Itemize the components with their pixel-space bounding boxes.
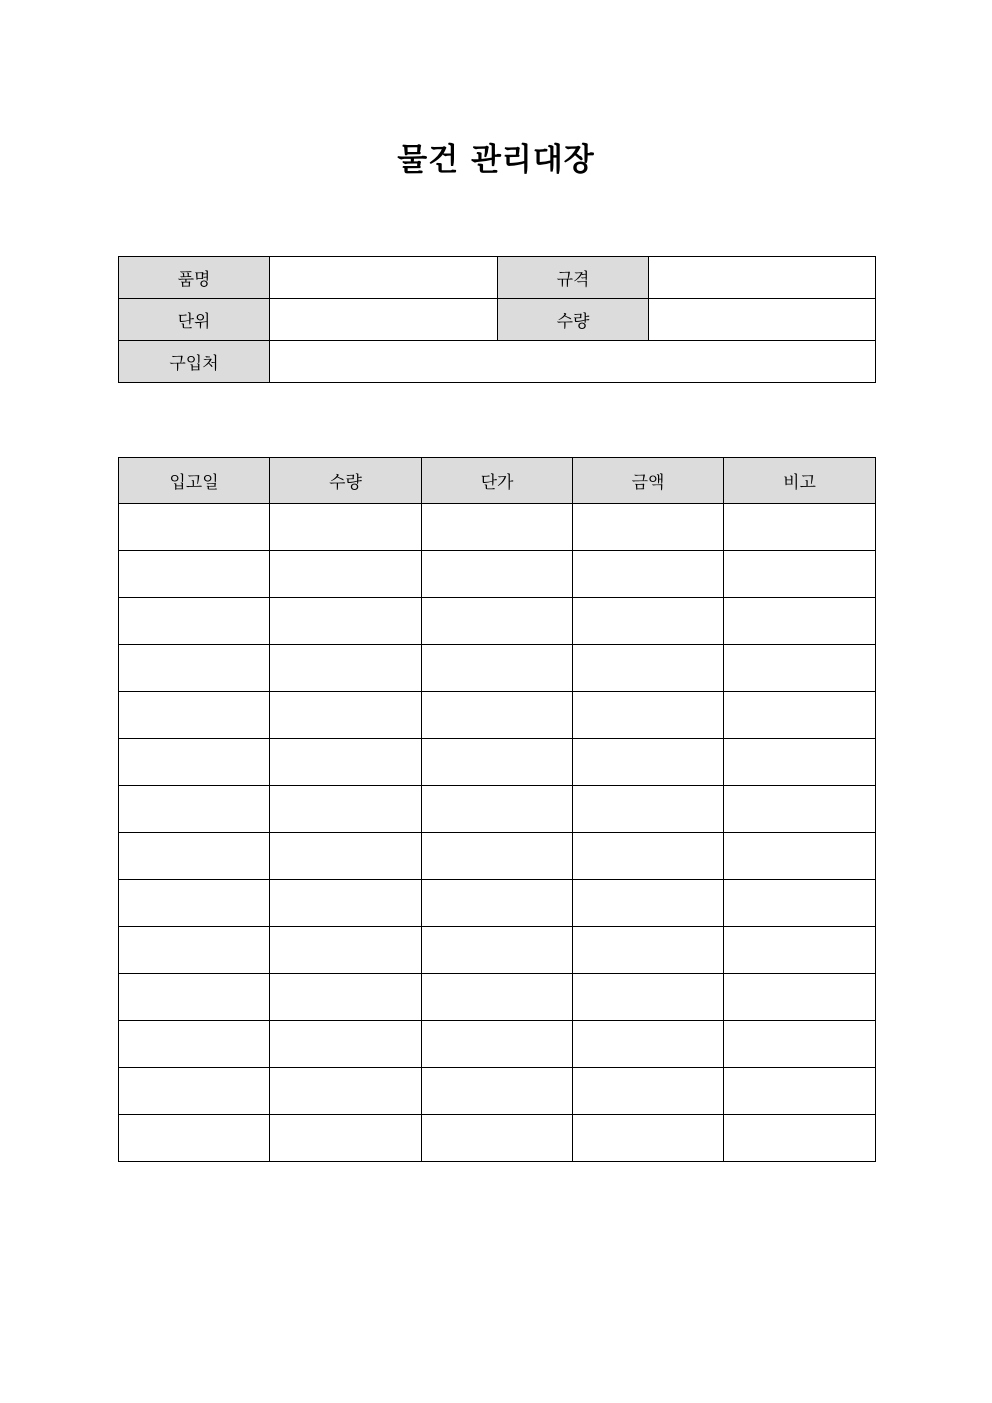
quantity-cell[interactable] <box>270 1115 422 1162</box>
spec-field[interactable] <box>649 257 876 299</box>
table-row <box>119 551 876 598</box>
unit-price-cell[interactable] <box>422 551 573 598</box>
table-row <box>119 974 876 1021</box>
amount-cell[interactable] <box>573 927 724 974</box>
received-date-cell[interactable] <box>119 1021 270 1068</box>
received-date-cell[interactable] <box>119 927 270 974</box>
table-row <box>119 833 876 880</box>
table-row <box>119 786 876 833</box>
received-date-cell[interactable] <box>119 833 270 880</box>
unit-price-cell[interactable] <box>422 739 573 786</box>
quantity-cell[interactable] <box>270 551 422 598</box>
quantity-field[interactable] <box>649 299 876 341</box>
item-info-table <box>118 256 876 383</box>
table-row <box>119 1068 876 1115</box>
received-date-cell[interactable] <box>119 504 270 551</box>
unit-label: 단위 <box>119 299 270 341</box>
quantity-cell[interactable] <box>270 833 422 880</box>
unit-price-cell[interactable] <box>422 598 573 645</box>
item-name-label: 품명 <box>119 257 270 299</box>
quantity-cell[interactable] <box>270 1068 422 1115</box>
vendor-field[interactable] <box>270 341 876 383</box>
received-date-cell[interactable] <box>119 692 270 739</box>
ledger-body <box>119 504 876 1162</box>
quantity-cell[interactable] <box>270 739 422 786</box>
received-date-cell[interactable] <box>119 786 270 833</box>
received-date-cell[interactable] <box>119 598 270 645</box>
remarks-cell[interactable] <box>724 504 876 551</box>
received-date-cell[interactable] <box>119 739 270 786</box>
remarks-cell[interactable] <box>724 974 876 1021</box>
unit-field[interactable] <box>270 299 498 341</box>
remarks-cell[interactable] <box>724 692 876 739</box>
amount-cell[interactable] <box>573 598 724 645</box>
amount-cell[interactable] <box>573 1068 724 1115</box>
table-row <box>119 739 876 786</box>
info-row <box>119 299 876 341</box>
unit-price-cell[interactable] <box>422 974 573 1021</box>
unit-price-cell[interactable] <box>422 927 573 974</box>
amount-cell[interactable] <box>573 692 724 739</box>
column-header-received-date: 입고일 <box>119 458 270 504</box>
quantity-cell[interactable] <box>270 504 422 551</box>
ledger-table <box>118 457 876 1162</box>
table-row <box>119 504 876 551</box>
remarks-cell[interactable] <box>724 927 876 974</box>
column-header-quantity: 수량 <box>270 458 422 504</box>
amount-cell[interactable] <box>573 739 724 786</box>
remarks-cell[interactable] <box>724 786 876 833</box>
quantity-cell[interactable] <box>270 927 422 974</box>
remarks-cell[interactable] <box>724 1068 876 1115</box>
received-date-cell[interactable] <box>119 551 270 598</box>
column-header-amount: 금액 <box>573 458 724 504</box>
spec-label: 규격 <box>498 257 649 299</box>
received-date-cell[interactable] <box>119 645 270 692</box>
table-row <box>119 692 876 739</box>
table-row <box>119 927 876 974</box>
received-date-cell[interactable] <box>119 880 270 927</box>
remarks-cell[interactable] <box>724 1021 876 1068</box>
unit-price-cell[interactable] <box>422 504 573 551</box>
received-date-cell[interactable] <box>119 974 270 1021</box>
amount-cell[interactable] <box>573 1115 724 1162</box>
remarks-cell[interactable] <box>724 1115 876 1162</box>
info-row <box>119 257 876 299</box>
page-title: 물건 관리대장 <box>397 142 595 178</box>
amount-cell[interactable] <box>573 1021 724 1068</box>
info-row <box>119 341 876 383</box>
table-row <box>119 1115 876 1162</box>
vendor-label: 구입처 <box>119 341 270 383</box>
amount-cell[interactable] <box>573 880 724 927</box>
quantity-cell[interactable] <box>270 692 422 739</box>
quantity-cell[interactable] <box>270 598 422 645</box>
amount-cell[interactable] <box>573 786 724 833</box>
amount-cell[interactable] <box>573 504 724 551</box>
remarks-cell[interactable] <box>724 833 876 880</box>
remarks-cell[interactable] <box>724 739 876 786</box>
table-row <box>119 598 876 645</box>
remarks-cell[interactable] <box>724 645 876 692</box>
item-name-field[interactable] <box>270 257 498 299</box>
unit-price-cell[interactable] <box>422 786 573 833</box>
column-header-remarks: 비고 <box>724 458 876 504</box>
remarks-cell[interactable] <box>724 880 876 927</box>
quantity-label: 수량 <box>498 299 649 341</box>
column-header-unit-price: 단가 <box>422 458 573 504</box>
table-row <box>119 1021 876 1068</box>
unit-price-cell[interactable] <box>422 1068 573 1115</box>
table-row <box>119 880 876 927</box>
unit-price-cell[interactable] <box>422 692 573 739</box>
quantity-cell[interactable] <box>270 645 422 692</box>
quantity-cell[interactable] <box>270 1021 422 1068</box>
amount-cell[interactable] <box>573 645 724 692</box>
unit-price-cell[interactable] <box>422 1115 573 1162</box>
amount-cell[interactable] <box>573 833 724 880</box>
amount-cell[interactable] <box>573 974 724 1021</box>
amount-cell[interactable] <box>573 551 724 598</box>
remarks-cell[interactable] <box>724 598 876 645</box>
received-date-cell[interactable] <box>119 1068 270 1115</box>
unit-price-cell[interactable] <box>422 833 573 880</box>
unit-price-cell[interactable] <box>422 880 573 927</box>
unit-price-cell[interactable] <box>422 1021 573 1068</box>
unit-price-cell[interactable] <box>422 645 573 692</box>
quantity-cell[interactable] <box>270 880 422 927</box>
remarks-cell[interactable] <box>724 551 876 598</box>
table-row <box>119 645 876 692</box>
ledger-header-row <box>119 458 876 504</box>
quantity-cell[interactable] <box>270 974 422 1021</box>
quantity-cell[interactable] <box>270 786 422 833</box>
received-date-cell[interactable] <box>119 1115 270 1162</box>
